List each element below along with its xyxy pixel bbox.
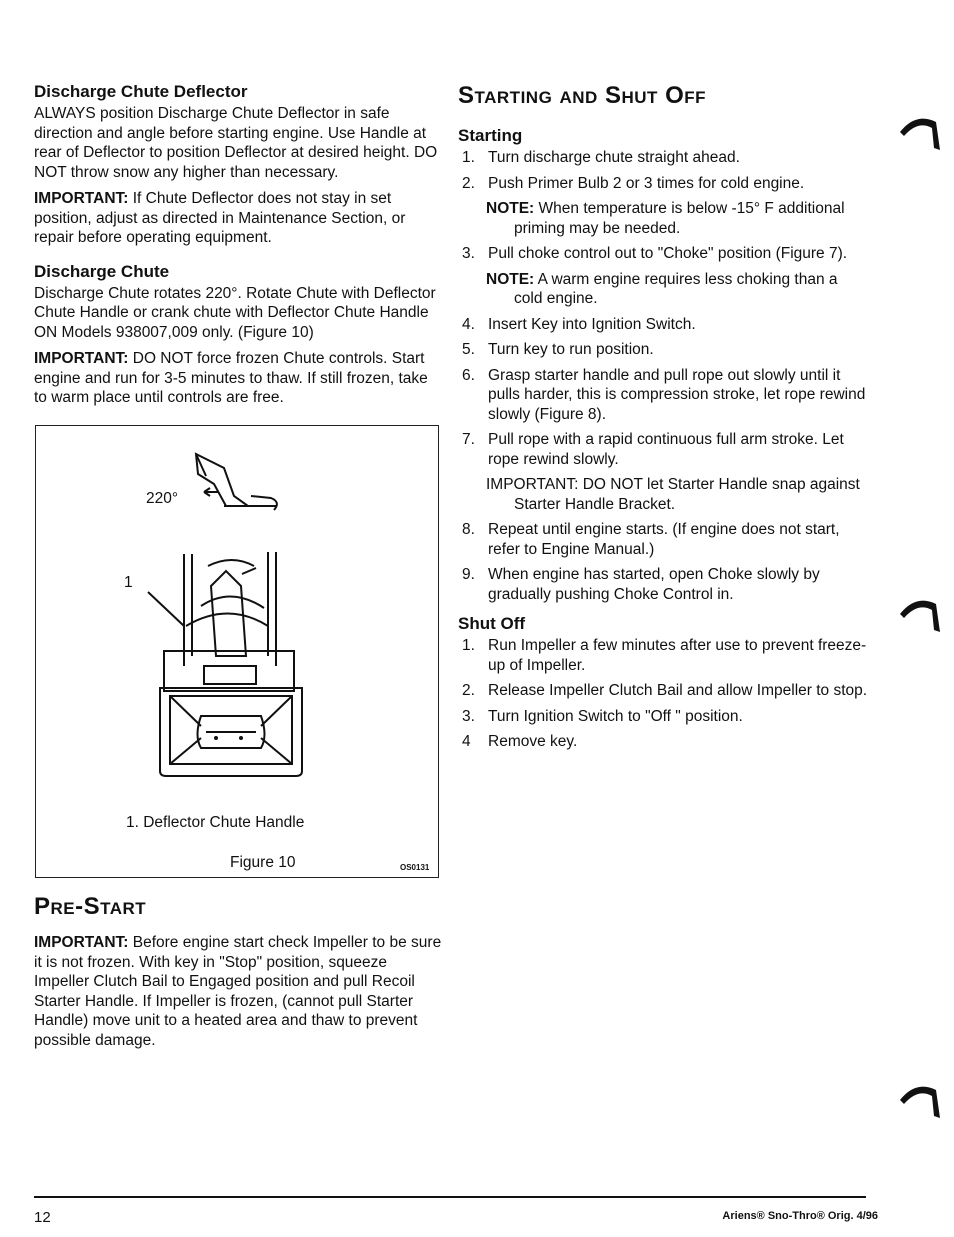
step-number: 8. — [462, 521, 475, 538]
prestart-heading: Pre-Start — [34, 893, 147, 920]
chute-heading: Discharge Chute — [34, 261, 170, 281]
list-item — [458, 565, 868, 604]
starting-steps — [458, 148, 868, 604]
starting-heading: Starting — [458, 126, 523, 145]
note-text: A warm engine requires less choking than a cold engine. — [514, 270, 838, 307]
step-number: 2. — [462, 174, 475, 192]
note-item — [486, 199, 868, 238]
step-number: 4 — [462, 733, 471, 750]
shutoff-heading: Shut Off — [458, 614, 526, 633]
step-text: Turn key to run position. — [488, 341, 654, 358]
prestart-important — [34, 933, 444, 1050]
step-text: Release Impeller Clutch Bail and allow Impeller to stop. — [488, 682, 868, 699]
list-item — [458, 315, 868, 335]
prestart-section — [34, 893, 444, 1057]
note-text: When temperature is below -15° F additional priming may be needed. — [514, 200, 845, 237]
step-number: 1. — [462, 637, 475, 654]
list-item — [458, 681, 868, 701]
deflector-important — [34, 189, 439, 248]
note-label: NOTE: — [486, 270, 535, 288]
callout-number: 1 — [124, 574, 133, 591]
important-text: If Chute Deflector does not stay in set position, adjust as directed in Maintenance Section, or repair before operating equipment. — [34, 190, 406, 246]
chute-important — [34, 349, 439, 408]
section-tab-icon — [896, 1078, 946, 1122]
step-text: Grasp starter handle and pull rope out slowly until it pulls harder, this is compression stroke, let rope rewind slowly (Figure 8). — [488, 366, 866, 423]
important-label: IMPORTANT: — [34, 190, 129, 207]
note-label: NOTE: — [486, 200, 535, 217]
footer-rule — [34, 1196, 866, 1198]
list-item — [458, 636, 868, 675]
note-item — [486, 270, 868, 309]
step-number: 3. — [462, 245, 475, 262]
step-text: Insert Key into Ignition Switch. — [488, 315, 696, 333]
angle-label: 220° — [146, 490, 179, 507]
step-text: Run Impeller a few minutes after use to prevent freeze-up of Impeller. — [488, 637, 867, 674]
section-tab-icon — [896, 110, 946, 154]
important-item: IMPORTANT: DO NOT let Starter Handle snap against Starter Handle Bracket. — [486, 476, 860, 513]
list-item — [458, 148, 868, 168]
deflector-heading: Discharge Chute Deflector — [34, 82, 248, 101]
deflector-paragraph: ALWAYS position Discharge Chute Deflector in safe direction and angle before starting engine. Use Handle at rear of Deflector to position Deflector at desired height. DO NOT throw snow any higher than necessary. — [34, 105, 438, 181]
list-item — [458, 244, 868, 264]
step-number: 1. — [462, 149, 475, 166]
step-text: Repeat until engine starts. (If engine does not start, refer to Engine Manual.) — [488, 521, 840, 558]
page-number: 12 — [34, 1209, 51, 1226]
section-tab-icon — [896, 592, 946, 636]
list-item — [458, 340, 868, 360]
step-text: Push Primer Bulb 2 or 3 times for cold engine. — [488, 174, 805, 192]
publication-info: Ariens® Sno-Thro® Orig. 4/96 — [722, 1210, 878, 1222]
step-text: Pull rope with a rapid continuous full arm stroke. Let rope rewind slowly. — [488, 431, 844, 468]
important-label: IMPORTANT: — [34, 350, 129, 367]
list-item — [458, 732, 868, 752]
step-number: 7. — [462, 431, 475, 448]
step-text: When engine has started, open Choke slowly by gradually pushing Choke Control in. — [488, 566, 820, 603]
important-text: Before engine start check Impeller to be sure it is not frozen. With key in "Stop" position, squeeze Impeller Clutch Bail to Engaged position and pull Recoil Starter Handle. If Impeller is frozen, (cannot pull Starter Handle) move unit to a heated area and thaw to prevent possible damage. — [34, 934, 442, 1049]
figure-caption-item: 1. Deflector Chute Handle — [126, 814, 305, 831]
step-text: Remove key. — [488, 733, 578, 750]
list-item — [458, 430, 868, 469]
left-column — [34, 82, 439, 415]
shutoff-steps — [458, 636, 868, 752]
list-item — [458, 520, 868, 559]
figure-caption: Figure 10 — [230, 854, 296, 871]
step-text: Turn Ignition Switch to "Off " position. — [488, 707, 743, 725]
chute-paragraph: Discharge Chute rotates 220°. Rotate Chute with Deflector Chute Handle or crank chute with Deflector Chute Handle ON Models 938007,009 only. (Figure 10) — [34, 284, 436, 341]
step-text: Pull choke control out to "Choke" position (Figure 7). — [488, 245, 848, 262]
step-number: 9. — [462, 566, 475, 583]
list-item — [458, 366, 868, 425]
step-number: 3. — [462, 707, 475, 725]
step-number: 6. — [462, 366, 475, 384]
step-number: 4. — [462, 315, 475, 333]
step-number: 5. — [462, 341, 475, 358]
figure-code: OS0131 — [400, 863, 430, 872]
list-item — [458, 707, 868, 727]
right-column — [458, 82, 868, 758]
snowthrower-illustration — [36, 426, 440, 879]
important-text: DO NOT force frozen Chute controls. Start engine and run for 3-5 minutes to thaw. If still frozen, take to warm place until controls are free. — [34, 350, 428, 406]
figure-10 — [35, 425, 439, 878]
step-text: Turn discharge chute straight ahead. — [488, 149, 740, 166]
step-number: 2. — [462, 682, 475, 699]
starting-shutoff-heading: Starting and Shut Off — [458, 82, 707, 109]
important-label: IMPORTANT: — [34, 934, 129, 951]
list-item — [458, 174, 868, 194]
